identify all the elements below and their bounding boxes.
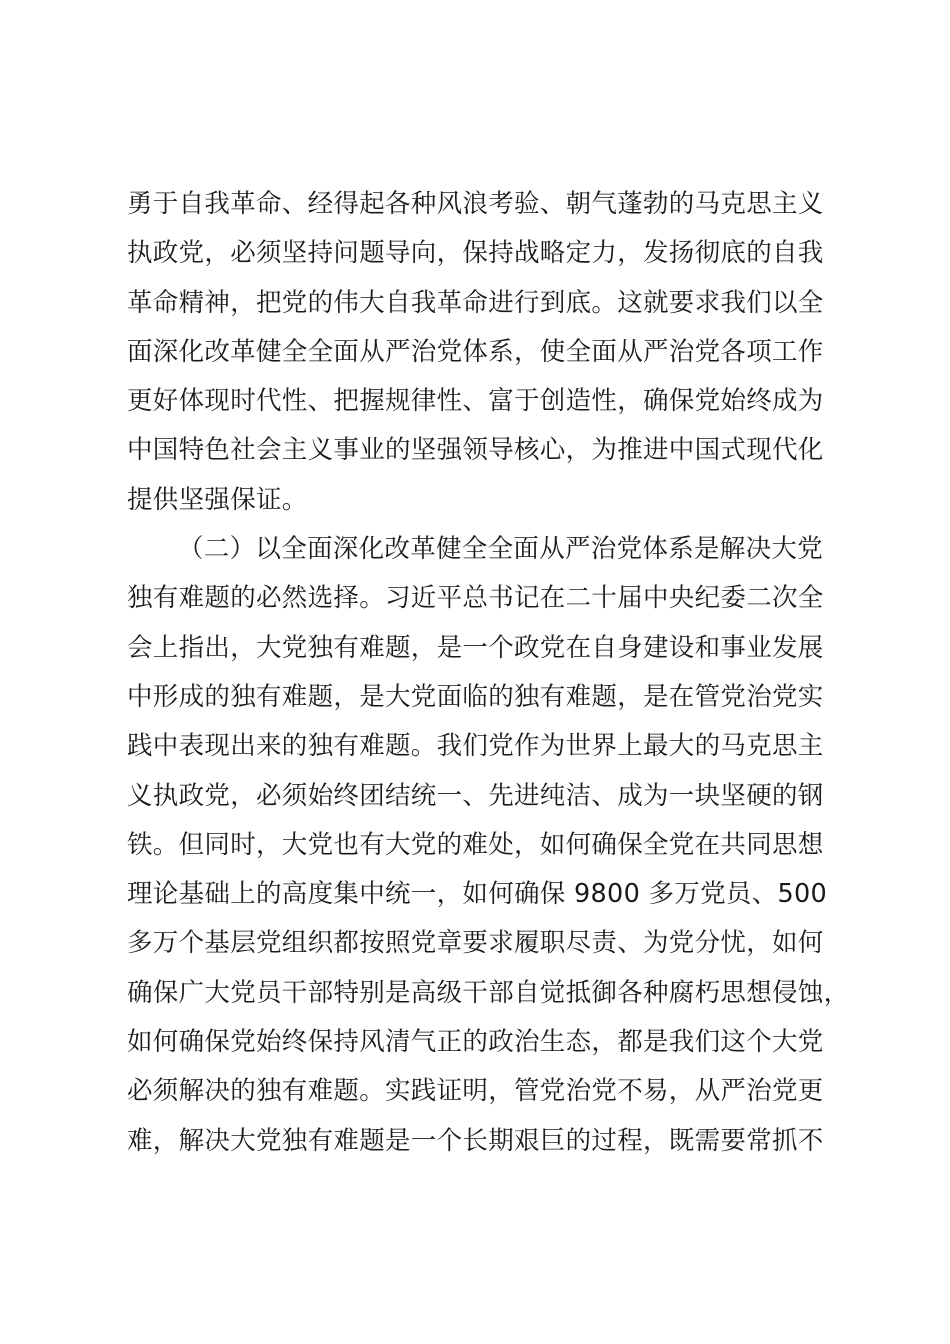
text-line: 确保广大党员干部特别是高级干部自觉抵御各种腐朽思想侵蚀， (127, 977, 850, 1008)
text-line: 义执政党，必须始终团结统一、先进纯洁、成为一块坚硬的钢 (127, 780, 824, 811)
text-line: 提供坚强保证。 (127, 484, 308, 515)
text-line: 中形成的独有难题，是大党面临的独有难题，是在管党治党实 (127, 681, 824, 712)
text-line: 面深化改革健全全面从严治党体系，使全面从严治党各项工作 (127, 336, 824, 367)
text-line: 践中表现出来的独有难题。我们党作为世界上最大的马克思主 (127, 731, 824, 762)
text-line: 理论基础上的高度集中统一，如何确保 9800 多万党员、500 (127, 879, 828, 910)
text-line: 必须解决的独有难题。实践证明，管党治党不易，从严治党更 (127, 1076, 824, 1107)
text-line: 难，解决大党独有难题是一个长期艰巨的过程，既需要常抓不 (127, 1125, 824, 1156)
text-line: 革命精神，把党的伟大自我革命进行到底。这就要求我们以全 (127, 287, 824, 318)
text-line: 铁。但同时，大党也有大党的难处，如何确保全党在共同思想 (127, 829, 824, 860)
text-line: 中国特色社会主义事业的坚强领导核心，为推进中国式现代化 (127, 435, 824, 466)
text-line: 执政党，必须坚持问题导向，保持战略定力，发扬彻底的自我 (127, 238, 824, 269)
section-heading-line: （二）以全面深化改革健全全面从严治党体系是解决大党 (178, 534, 824, 565)
text-line: 如何确保党始终保持风清气正的政治生态，都是我们这个大党 (127, 1027, 824, 1058)
text-line: 勇于自我革命、经得起各种风浪考验、朝气蓬勃的马克思主义 (127, 189, 824, 219)
text-line: 更好体现时代性、把握规律性、富于创造性，确保党始终成为 (127, 386, 824, 417)
text-line: 独有难题的必然选择。习近平总书记在二十届中央纪委二次全 (127, 583, 824, 614)
text-line: 多万个基层党组织都按照党章要求履职尽责、为党分忧，如何 (127, 928, 824, 959)
body-text (127, 180, 857, 1166)
text-line: 会上指出，大党独有难题，是一个政党在自身建设和事业发展 (127, 632, 824, 663)
